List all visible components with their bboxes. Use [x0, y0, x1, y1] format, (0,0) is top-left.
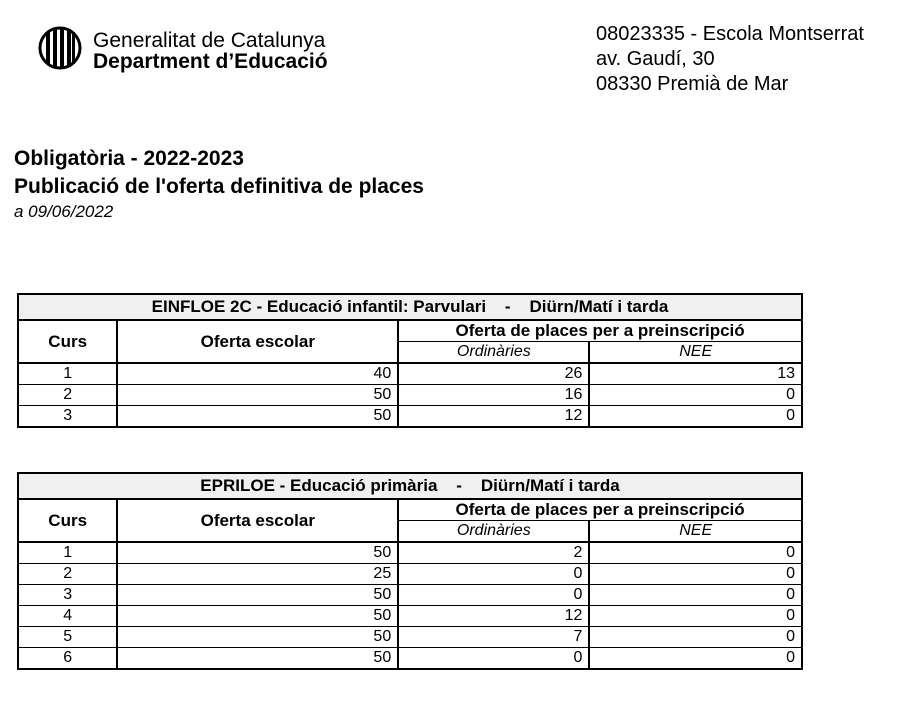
cell-oferta: 50	[117, 648, 398, 670]
cell-ordinaries: 12	[398, 606, 589, 627]
offer-table-primaria	[17, 472, 803, 670]
table-title: EINFLOE 2C - Educació infantil: Parvulari - Diürn/Matí i tarda	[18, 294, 802, 320]
column-header-ordinaries: Ordinàries	[398, 521, 589, 543]
column-header-curs: Curs	[18, 499, 117, 542]
school-name: 08023335 - Escola Montserrat	[596, 23, 864, 45]
cell-oferta: 50	[117, 585, 398, 606]
cell-oferta: 40	[117, 363, 398, 385]
cell-ordinaries: 0	[398, 585, 589, 606]
cell-ordinaries: 2	[398, 542, 589, 564]
page-subtitle: Publicació de l'oferta definitiva de places	[14, 175, 424, 198]
cell-curs: 2	[18, 385, 117, 406]
organization-name	[93, 30, 328, 72]
table-row	[18, 542, 802, 564]
cell-nee: 0	[589, 385, 802, 406]
org-line-2: Department d’Educació	[93, 50, 328, 73]
school-city: 08330 Premià de Mar	[596, 73, 789, 95]
document-heading	[14, 145, 424, 223]
cell-nee: 0	[589, 585, 802, 606]
table-row	[18, 606, 802, 627]
cell-ordinaries: 12	[398, 406, 589, 428]
cell-oferta: 25	[117, 564, 398, 585]
cell-curs: 3	[18, 406, 117, 428]
table-row	[18, 406, 802, 428]
column-group-header: Oferta de places per a preinscripció	[398, 320, 802, 342]
cell-ordinaries: 7	[398, 627, 589, 648]
table-title: EPRILOE - Educació primària - Diürn/Matí i tarda	[18, 473, 802, 499]
table-row	[18, 564, 802, 585]
cell-curs: 1	[18, 542, 117, 564]
column-header-nee: NEE	[589, 342, 802, 364]
cell-curs: 2	[18, 564, 117, 585]
school-street: av. Gaudí, 30	[596, 48, 715, 70]
generalitat-logo-icon	[38, 26, 82, 70]
publication-date: a 09/06/2022	[14, 202, 114, 221]
cell-nee: 0	[589, 648, 802, 670]
cell-nee: 0	[589, 542, 802, 564]
offer-table-infantil	[17, 293, 803, 428]
table-row	[18, 585, 802, 606]
column-group-header: Oferta de places per a preinscripció	[398, 499, 802, 521]
column-header-ordinaries: Ordinàries	[398, 342, 589, 364]
cell-oferta: 50	[117, 385, 398, 406]
cell-oferta: 50	[117, 627, 398, 648]
cell-curs: 6	[18, 648, 117, 670]
cell-curs: 3	[18, 585, 117, 606]
cell-oferta: 50	[117, 606, 398, 627]
table-row	[18, 648, 802, 670]
cell-nee: 13	[589, 363, 802, 385]
cell-curs: 1	[18, 363, 117, 385]
column-header-curs: Curs	[18, 320, 117, 363]
cell-nee: 0	[589, 406, 802, 428]
cell-nee: 0	[589, 564, 802, 585]
table-row	[18, 385, 802, 406]
cell-curs: 5	[18, 627, 117, 648]
cell-ordinaries: 26	[398, 363, 589, 385]
cell-oferta: 50	[117, 542, 398, 564]
column-header-nee: NEE	[589, 521, 802, 543]
cell-ordinaries: 0	[398, 564, 589, 585]
cell-ordinaries: 16	[398, 385, 589, 406]
table-row	[18, 627, 802, 648]
cell-nee: 0	[589, 627, 802, 648]
cell-ordinaries: 0	[398, 648, 589, 670]
column-header-oferta: Oferta escolar	[117, 499, 398, 542]
cell-nee: 0	[589, 606, 802, 627]
column-header-oferta: Oferta escolar	[117, 320, 398, 363]
cell-curs: 4	[18, 606, 117, 627]
table-row	[18, 363, 802, 385]
org-line-1: Generalitat de Catalunya	[93, 29, 326, 52]
page-title: Obligatòria - 2022-2023	[14, 147, 244, 170]
cell-oferta: 50	[117, 406, 398, 428]
school-address	[596, 22, 864, 97]
